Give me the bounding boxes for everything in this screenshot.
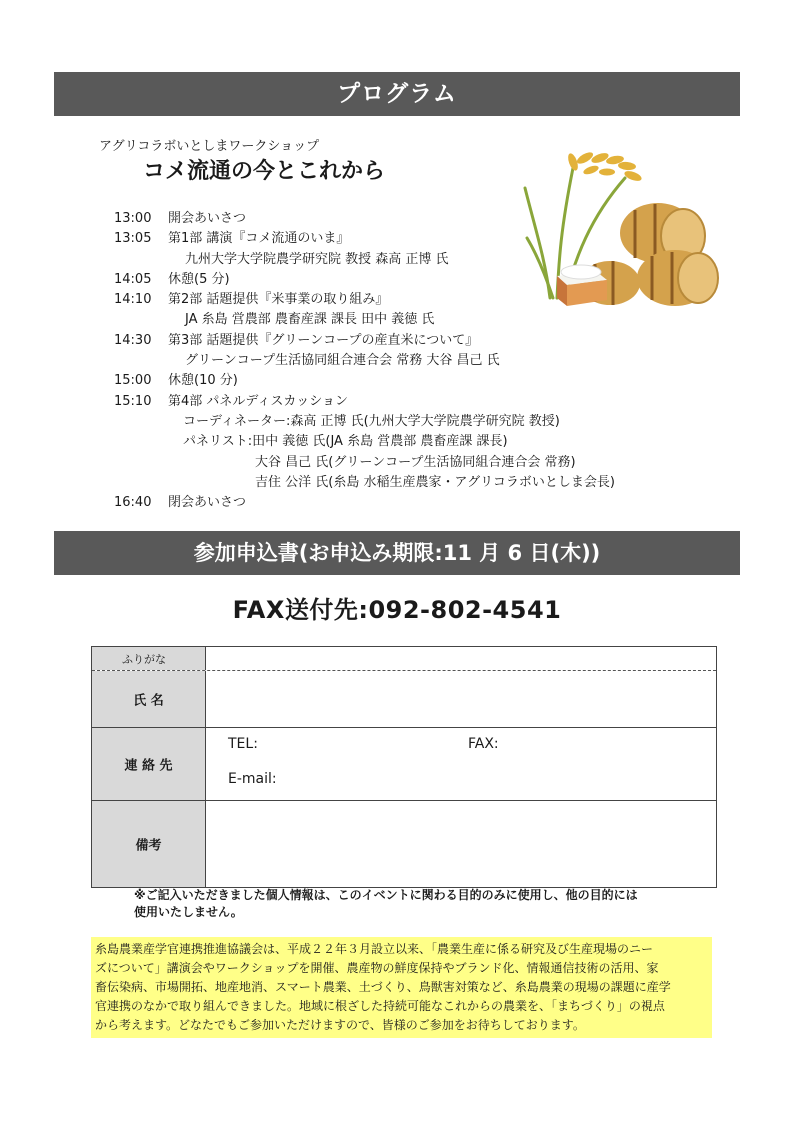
schedule-coordinator: コーディネーター:森高 正博 氏(九州大学大学院農学研究院 教授) [183, 413, 560, 429]
schedule-row: 16:40 閉会あいさつ [114, 495, 247, 511]
event-subtitle: アグリコラボいとしまワークショップ [99, 139, 320, 154]
application-header: 参加申込書(お申込み期限:11 月 6 日(木)) [54, 531, 740, 575]
about-council: 糸島農業産学官連携推進協議会は、平成２２年３月設立以来、「農業生産に係る研究及び生産現場のニー ズについて」講演会やワークショップを開催、農産物の鮮度保持やブランド化、情報通信技術の活用、家 畜伝染病、市場開拓、地産地消、スマート農業、土づくり、鳥獣害対策など、糸島農業の現場の課題に産学 官連携のなかで取り組んできました。地域に根ざした持続可能なこれからの農業を、「まちづくり」の視点 から考えます。どなたでもご参加いただけますので、皆様のご参加をお待ちしております。 [91, 937, 712, 1038]
email-field[interactable]: E-mail: [228, 771, 277, 787]
contact-label: 連 絡 先 [92, 728, 206, 800]
privacy-note: ※ご記入いただきました個人情報は、このイベントに関わる目的のみに使用し、他の目的には 使用いたしません。 [134, 888, 638, 919]
schedule-speaker: グリーンコープ生活協同組合連合会 常務 大谷 昌己 氏 [185, 353, 500, 369]
furigana-label: ふりがな [92, 647, 206, 670]
name-row[interactable] [92, 671, 716, 728]
schedule-row: 14:05 休憩(5 分) [114, 271, 230, 287]
contact-row[interactable] [92, 728, 716, 801]
schedule-panelist: 吉住 公洋 氏(糸島 水稲生産農家・アグリコラボいとしま会長) [255, 474, 615, 490]
schedule-row: 15:00 休憩(10 分) [114, 373, 238, 389]
schedule [114, 209, 674, 513]
schedule-row: 15:10 第4部 パネルディスカッション [114, 393, 348, 409]
schedule-row: 13:00 開会あいさつ [114, 211, 247, 226]
schedule-speaker: JA 糸島 営農部 農畜産課 課長 田中 義徳 氏 [185, 312, 435, 328]
event-title: コメ流通の今とこれから [143, 159, 386, 184]
fax-field[interactable]: FAX: [468, 736, 499, 752]
schedule-row: 13:05 第1部 講演『コメ流通のいま』 [114, 231, 350, 247]
schedule-panelist: 大谷 昌己 氏(グリーンコープ生活協同組合連合会 常務) [255, 454, 576, 470]
application-form [91, 646, 717, 888]
furigana-row[interactable] [92, 647, 716, 671]
schedule-row: 14:30 第3部 話題提供『グリーンコープの産直米について』 [114, 332, 479, 348]
schedule-panelist: パネリスト:田中 義徳 氏(JA 糸島 営農部 農畜産課 課長) [183, 434, 508, 450]
schedule-row: 14:10 第2部 話題提供『米事業の取り組み』 [114, 292, 389, 308]
fax-number: FAX送付先:092-802-4541 [232, 596, 562, 624]
notes-label: 備考 [92, 801, 206, 887]
name-label: 氏 名 [92, 671, 206, 727]
schedule-speaker: 九州大学大学院農学研究院 教授 森高 正博 氏 [185, 251, 449, 267]
tel-field[interactable]: TEL: [228, 736, 258, 752]
notes-row[interactable] [92, 801, 716, 887]
program-header: プログラム [54, 72, 740, 116]
